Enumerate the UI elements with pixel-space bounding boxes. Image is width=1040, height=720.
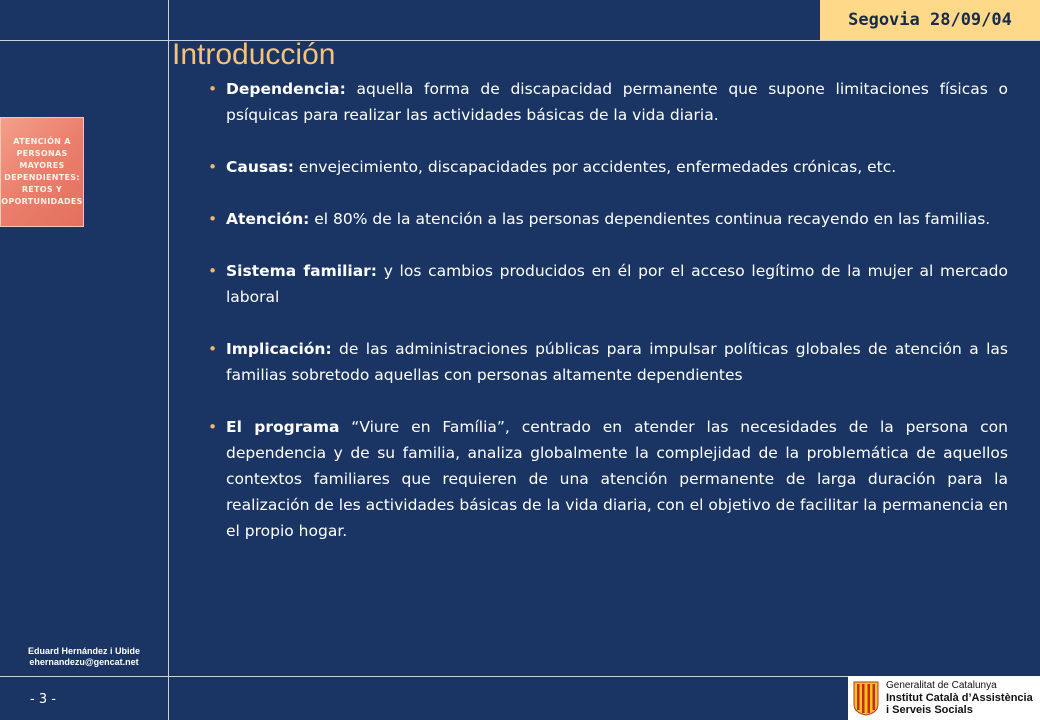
bullet-item xyxy=(208,206,1008,232)
date-label: Segovia 28/09/04 xyxy=(820,0,1040,40)
logo-line: PERSONAS xyxy=(16,149,68,158)
bullet-text: envejecimiento, discapacidades por accidentes, enfermedades crónicas, etc. xyxy=(293,158,897,176)
bullet-text: el 80% de la atención a las personas dependientes continua recayendo en las familias. xyxy=(309,210,991,228)
bullet-lead: Causas: xyxy=(226,158,294,176)
bullet-lead: El programa xyxy=(226,418,340,436)
logo-line: MAYORES xyxy=(19,161,65,170)
bullet-item xyxy=(208,258,1008,310)
bullet-lead: Sistema familiar: xyxy=(226,262,377,280)
generalitat-logo xyxy=(848,676,1040,720)
bullet-text: aquella forma de discapacidad permanente que supone limitaciones físicas o psíquicas para realizar las actividades básicas de la vida diaria. xyxy=(226,80,1008,124)
bullet-item xyxy=(208,336,1008,388)
bullet-text: de las administraciones públicas para impulsar políticas globales de atención a las familias sobretodo aquellas con personas altamente dependientes xyxy=(226,340,1008,384)
logo-line: DEPENDIENTES: xyxy=(4,173,80,182)
logo-line: ATENCIÓN A xyxy=(13,137,71,146)
page-number: - 3 - xyxy=(30,692,56,707)
author-block xyxy=(0,646,168,668)
bullet-item xyxy=(208,154,1008,180)
header-divider xyxy=(0,40,1040,41)
senyera-shield-icon xyxy=(852,680,880,716)
bullet-lead: Implicación: xyxy=(226,340,332,358)
generalitat-line2: Institut Català d’Assistència xyxy=(886,692,1033,704)
conference-logo xyxy=(0,117,84,227)
logo-line: OPORTUNIDADES xyxy=(1,197,83,206)
bullet-text: “Viure en Família”, centrado en atender las necesidades de la persona con dependencia y de su familia, analiza globalmente la complejidad de la problemática de aquellos contextos familiares que requieren de una atención permanente de larga duración para la realización de les actividades básicas de la vida diaria, con el objetivo de facilitar la permanencia en el propio hogar. xyxy=(226,418,1008,540)
bullet-item xyxy=(208,414,1008,544)
generalitat-text xyxy=(886,680,1033,716)
slide-title: Introducción xyxy=(172,38,336,71)
bullet-lead: Atención: xyxy=(226,210,310,228)
bullet-item xyxy=(208,76,1008,128)
bullet-lead: Dependencia: xyxy=(226,80,346,98)
author-name: Eduard Hernández i Ubide xyxy=(27,646,141,656)
logo-line: RETOS Y xyxy=(21,185,63,194)
bullet-list xyxy=(208,76,1008,570)
generalitat-line3: i Serveis Socials xyxy=(886,704,973,716)
generalitat-line1: Generalitat de Catalunya xyxy=(886,680,997,691)
author-email: ehernandezu@gencat.net xyxy=(29,657,139,667)
bullet-text: y los cambios producidos en él por el acceso legítimo de la mujer al mercado laboral xyxy=(226,262,1008,306)
sidebar-divider xyxy=(168,0,169,720)
